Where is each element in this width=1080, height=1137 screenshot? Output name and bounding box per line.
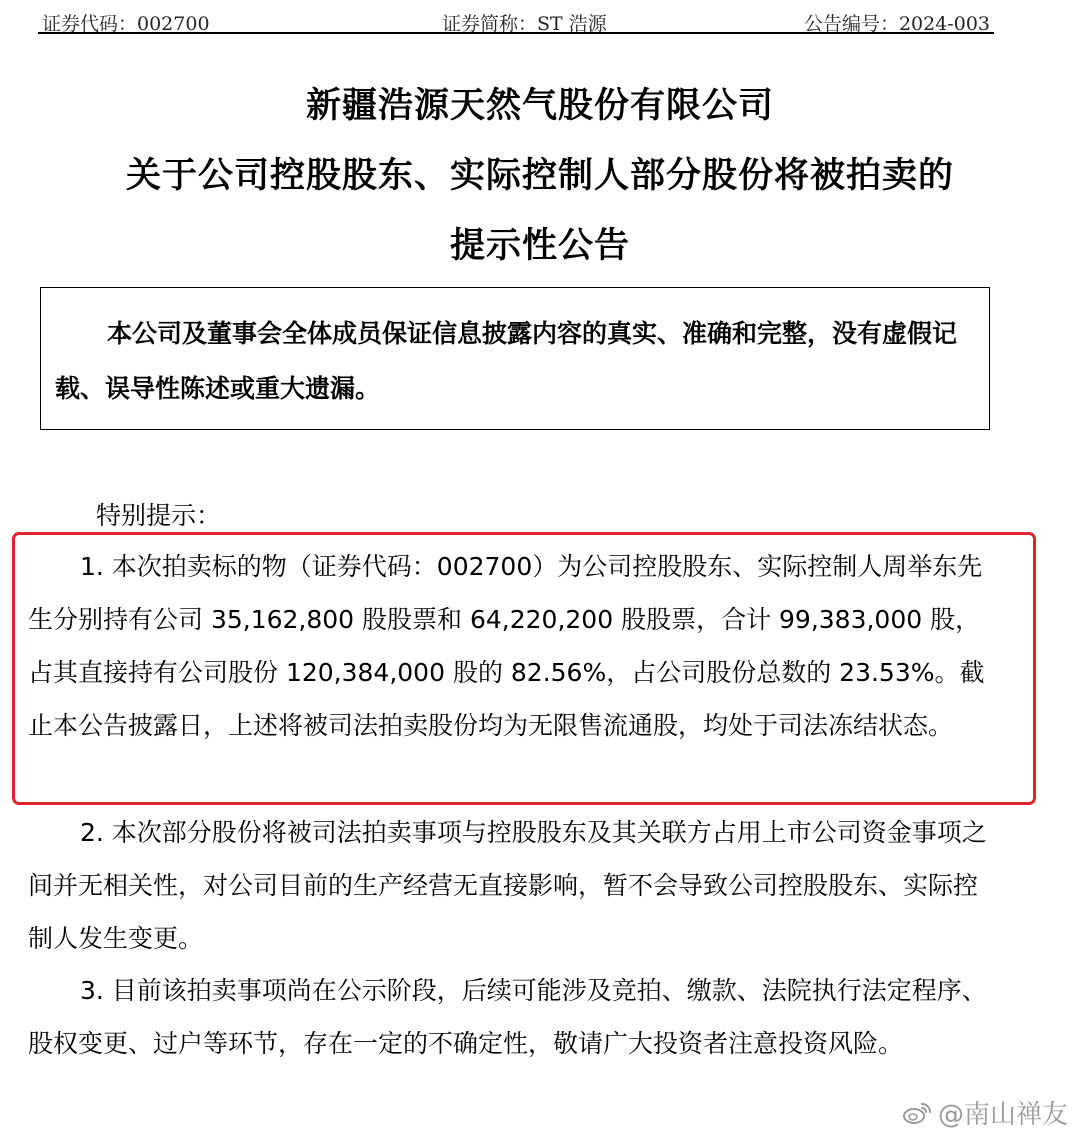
notice-item-2: 2. 本次部分股份将被司法拍卖事项与控股股东及其关联方占用上市公司资金事项之间并无相关性，对公司目前的生产经营无直接影响，暂不会导致公司控股股东、实际控制人发生变更。: [28, 818, 987, 953]
watermark-text: @南山禅友: [937, 1100, 1068, 1130]
weibo-icon: [902, 1101, 932, 1125]
stock-name: 证券简称：ST 浩源: [442, 13, 607, 35]
disclaimer-text: 本公司及董事会全体成员保证信息披露内容的真实、准确和完整，没有虚假记载、误导性陈述或重大遗漏。: [55, 319, 958, 403]
disclaimer-box: [40, 287, 990, 430]
special-notice-heading: 特别提示：: [96, 501, 222, 530]
stock-code: 证券代码：002700: [42, 13, 210, 35]
company-title: 新疆浩源天然气股份有限公司: [305, 85, 774, 126]
notice-number: 公告编号：2024-003: [803, 13, 990, 35]
notice-item-1: 1. 本次拍卖标的物（证券代码：002700）为公司控股股东、实际控制人周举东先生分别持有公司 35,162,800 股股票和 64,220,200 股股票，合计 99,383,000 股，占其直接持有公司股份 120,384,000 股的 82.56%，占公司股份总数的 23.53%。截止本公告披露日，上述将被司法拍卖股份均为无限售流通股，均处于司法冻结状态。: [28, 552, 985, 740]
document-header: [38, 6, 994, 34]
announcement-title-line-1: 关于公司控股股东、实际控制人部分股份将被拍卖的: [125, 155, 954, 196]
weibo-watermark: [902, 1094, 1068, 1131]
notice-item-3: 3. 目前该拍卖事项尚在公示阶段，后续可能涉及竞拍、缴款、法院执行法定程序、股权变更、过户等环节，存在一定的不确定性，敬请广大投资者注意投资风险。: [28, 976, 987, 1058]
red-highlight-frame: [12, 532, 1036, 805]
announcement-title-line-2: 提示性公告: [449, 225, 630, 266]
